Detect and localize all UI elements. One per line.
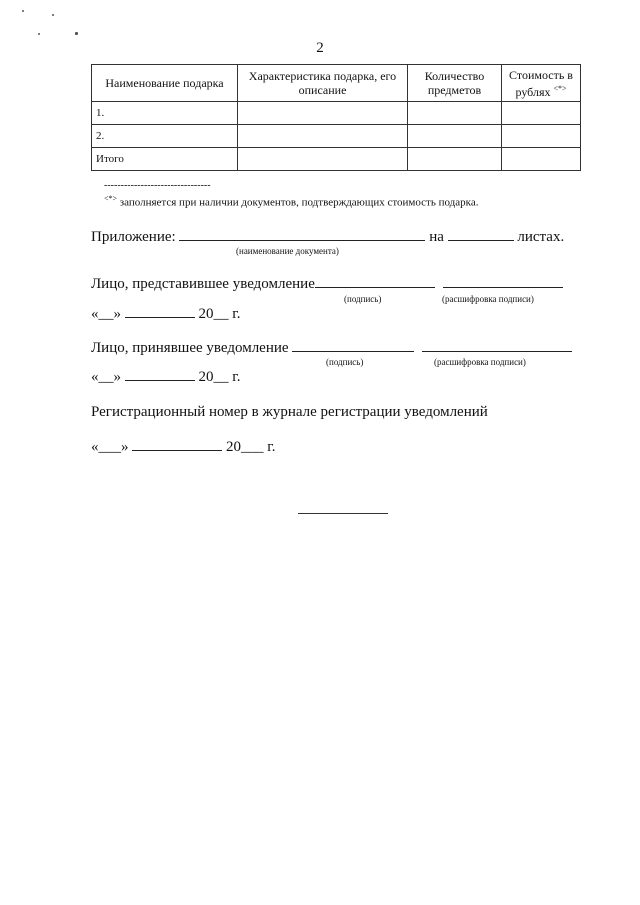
table-cell[interactable] — [502, 102, 581, 125]
table-cell[interactable] — [408, 102, 502, 125]
footnote-text: заполняется при наличии документов, подтверждающих стоимость подарка. — [119, 196, 479, 209]
header-gift-description: Характеристика подарка, его описание — [238, 65, 408, 102]
header-gift-name: Наименование подарка — [92, 65, 238, 102]
table-total-row — [92, 148, 581, 171]
receiver-signature-field[interactable] — [292, 350, 414, 352]
header-cost — [502, 65, 581, 102]
attachment-document-field[interactable] — [179, 239, 425, 241]
registration-date-month-field[interactable] — [132, 449, 222, 451]
submitter-decode-field[interactable] — [443, 286, 563, 288]
submitter-date-year: 20__ г. — [198, 306, 241, 322]
table-cell[interactable] — [408, 148, 502, 171]
receiver-sign-label: (подпись) — [326, 357, 364, 367]
scan-speck — [38, 33, 40, 35]
attachment-sub-label: (наименование документа) — [236, 246, 339, 256]
scan-speck — [52, 14, 54, 16]
table-header-row — [92, 65, 581, 102]
footnote-separator: -------------------------------- — [104, 180, 211, 191]
receiver-label: Лицо, принявшее уведомление — [91, 340, 289, 356]
receiver-date-year: 20__ г. — [198, 369, 241, 385]
table-row — [92, 125, 581, 148]
header-cost-label: Стоимость в рублях — [509, 67, 573, 99]
submitter-date-day: «__» — [91, 306, 121, 322]
gift-table — [91, 64, 581, 171]
header-footnote-mark: <*> — [553, 83, 567, 93]
attachment-label: Приложение: — [91, 229, 176, 245]
receiver-date-day: «__» — [91, 369, 121, 385]
attachment-sheets-label: листах. — [517, 229, 565, 245]
submitter-decode-label: (расшифровка подписи) — [442, 294, 534, 304]
submitter-sign-label: (подпись) — [344, 294, 382, 304]
registration-date-row — [91, 439, 275, 456]
table-cell[interactable] — [408, 125, 502, 148]
registration-date-day: «___» — [91, 439, 129, 455]
table-cell[interactable] — [238, 102, 408, 125]
submitter-date-row — [91, 306, 240, 323]
closing-divider — [298, 513, 388, 514]
receiver-row — [91, 340, 572, 357]
receiver-decode-label: (расшифровка подписи) — [434, 357, 526, 367]
submitter-label: Лицо, представившее уведомление — [91, 276, 315, 292]
table-cell[interactable]: 1. — [92, 102, 238, 125]
scan-speck — [75, 32, 78, 35]
receiver-date-month-field[interactable] — [125, 379, 195, 381]
receiver-decode-field[interactable] — [422, 350, 572, 352]
table-cell[interactable] — [502, 125, 581, 148]
page-number: 2 — [316, 40, 324, 56]
header-quantity: Количество предметов — [408, 65, 502, 102]
receiver-date-row — [91, 369, 240, 386]
table-cell[interactable] — [238, 125, 408, 148]
attachment-row — [91, 229, 564, 246]
submitter-date-month-field[interactable] — [125, 316, 195, 318]
registration-label: Регистрационный номер в журнале регистрации уведомлений — [91, 404, 488, 420]
attachment-on: на — [429, 229, 444, 245]
submitter-signature-field[interactable] — [315, 286, 435, 288]
table-cell[interactable]: Итого — [92, 148, 238, 171]
submitter-row — [91, 276, 563, 293]
attachment-sheets-field[interactable] — [448, 239, 514, 241]
table-cell[interactable]: 2. — [92, 125, 238, 148]
footnote — [104, 194, 478, 209]
table-row — [92, 102, 581, 125]
footnote-mark: <*> — [104, 194, 118, 203]
scan-speck — [22, 10, 24, 12]
table-cell[interactable] — [238, 148, 408, 171]
table-cell[interactable] — [502, 148, 581, 171]
registration-date-year: 20___ г. — [226, 439, 276, 455]
